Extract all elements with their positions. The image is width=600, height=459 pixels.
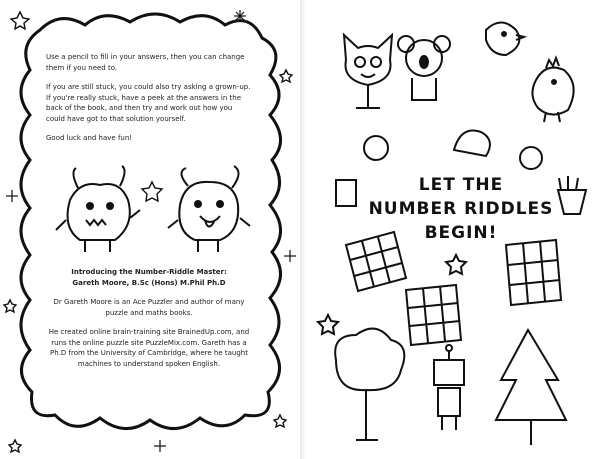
author-bio-paragraph-2: He created online brain-training site BrainedUp.com, and runs the online puzzle site PuzzleMix.com. Gareth has a Ph.D from the University of Cambridge, where he taught machines to understand spoken English.	[48, 328, 250, 368]
shell-critter-doodle	[454, 130, 490, 156]
monster-two-illustration	[168, 166, 250, 252]
snail-critter-doodle	[520, 147, 542, 169]
bird-doodle	[486, 23, 524, 56]
headline	[366, 173, 556, 245]
right-page	[306, 0, 600, 459]
instruction-paragraph-1: Use a pencil to fill in your answers, then you can change them if you need to.	[46, 53, 245, 72]
headline-line-2: NUMBER RIDDLES	[368, 199, 554, 219]
headline-line-1: LET THE	[418, 175, 504, 195]
author-intro-block	[46, 267, 252, 378]
intro-heading-line2: Gareth Moore, B.Sc (Hons) M.Phil Ph.D	[72, 278, 226, 287]
star-doodle	[446, 255, 466, 274]
star-doodle	[318, 315, 338, 334]
puzzle-grid-doodle-3	[506, 240, 561, 305]
monster-one-illustration	[56, 166, 140, 252]
intro-heading-line1: Introducing the Number-Riddle Master:	[71, 268, 227, 276]
koala-doodle	[398, 36, 450, 100]
instruction-paragraph-3: Good luck and have fun!	[46, 134, 133, 142]
puzzle-grid-doodle-2	[406, 285, 461, 345]
tree-creature-doodle	[335, 329, 404, 440]
author-bio-paragraph-1: Dr Gareth Moore is an Ace Puzzler and author of many puzzle and maths books.	[53, 298, 245, 317]
chicken-doodle	[532, 58, 573, 122]
fries-box-doodle	[558, 176, 586, 214]
headline-line-3: BEGIN!	[424, 223, 498, 243]
pine-tree-creature-doodle	[496, 330, 566, 445]
instruction-paragraph-2: If you are still stuck, you could also try asking a grown-up. If you're really stuck, have a peek at the answers in the back of the book, and then try and work out how you could have got to that solution yourself.	[46, 83, 251, 123]
cat-creature-doodle	[344, 35, 392, 108]
instructions-text-block	[46, 52, 252, 153]
robot-doodle	[434, 345, 464, 430]
round-critter-doodle	[364, 136, 388, 160]
book-critter-doodle	[336, 180, 356, 206]
